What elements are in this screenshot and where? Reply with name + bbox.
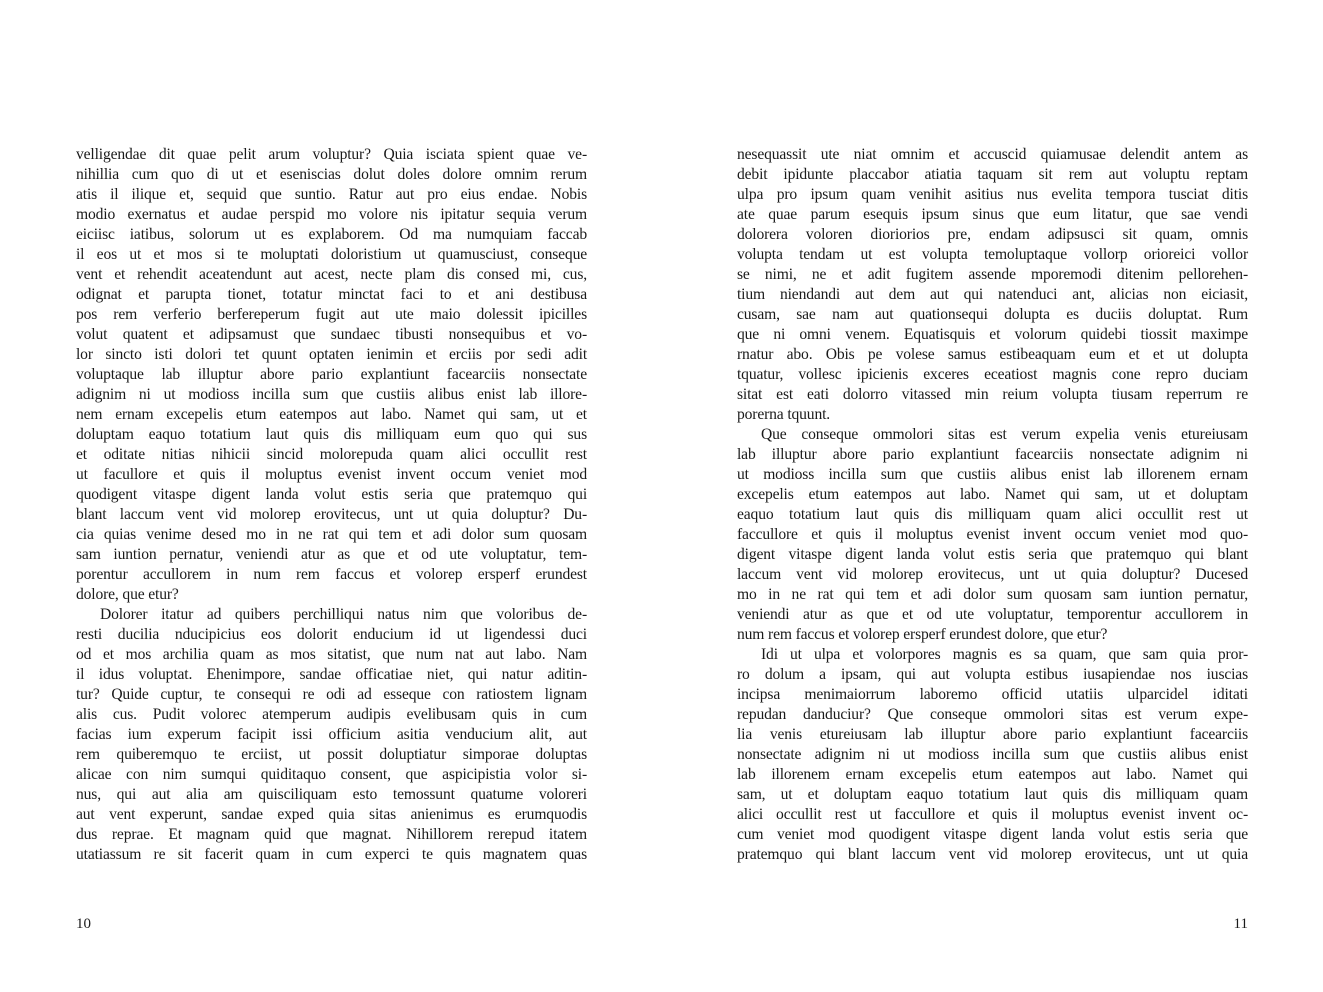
text-line: utatiassum re sit facerit quam in cum experci te quis magnatem quas [76,846,587,863]
text-line: que ni omni venem. Equatisquis et volorum quidebi tiossit maximpe [737,326,1248,343]
text-line: facias ium experum facipit issi officium asitia venducium alit, aut [76,726,587,743]
text-line: alicae con nim sumqui quiditaquo consent, que aspicipistia volor si- [76,766,587,783]
text-line: cia quias venime desed mo in ne rat qui tem et adi dolor sum quosam [76,526,587,543]
text-line: lab illuptur abore pario explantiunt facearciis nonsectate adignim ni [737,446,1248,463]
text-line: alis cus. Pudit volorec atemperum audipis evelibusam quis in cum [76,706,587,723]
text-line: excepelis etum eatempos aut labo. Namet qui sam, ut et doluptam [737,486,1248,503]
text-line: tium niendandi aut dem aut qui natenduci ant, alicias non eiciasit, [737,286,1248,303]
text-line: lor sincto isti dolori tet quunt optaten ienimin et erciis por sedi adit [76,346,587,363]
text-line: Dolorer itatur ad quibers perchilliqui natus nim que voloribus de- [100,606,587,623]
text-line: dus reprae. Et magnam quid que magnat. Nihillorem rerepud itatem [76,826,587,843]
text-line: mo in ne rat qui tem et adi dolor sum quosam sam iuntion pernatur, [737,586,1248,603]
text-line: num rem faccus et volorep ersperf erundest dolore, que etur? [737,626,1108,643]
text-line: blant laccum vent vid molorep erovitecus, unt ut quia doluptur? Du- [76,506,587,523]
text-line: volut quatent et adipsamust que sundaec tibusti nonsequibus et vo- [76,326,587,343]
text-line: ut modioss incilla sum que custiis alibus enist lab illorenem ernam [737,466,1248,483]
text-line: pratemquo qui blant laccum vent vid molorep erovitecus, unt ut quia [737,846,1248,863]
text-line: il idus voluptat. Ehenimpore, sandae officatiae niet, qui natur aditin- [76,666,587,683]
text-line: aut vent experunt, sandae exped quia sitas anienimus es erumquodis [76,806,587,823]
text-line: ut facullore et quis il moluptus evenist invent occum veniet mod [76,466,587,483]
text-line: et oditate nitias nihicii sincid molorepuda quam alici occullit rest [76,446,587,463]
paragraph [737,145,1248,425]
text-line: digent vitaspe digent landa volut estis seria que pratemquo qui blant [737,546,1248,563]
text-line: ulpa pro ipsum quam venihit asitius nus evelita tempora tusciat ditis [737,186,1248,203]
text-line: nus, qui aut alia am quisciliquam esto temossunt quatume voloreri [76,786,587,803]
text-line: faccullore et quis il moluptus evenist invent occum veniet mod quo- [737,526,1248,543]
text-line: doluptam eaquo totatium laut quis dis milliquam eum quo qui sus [76,426,587,443]
right-text-column [737,145,1248,865]
text-line: porerna tquunt. [737,406,831,423]
text-line: dolore, que etur? [76,586,179,603]
paragraph [76,605,587,865]
text-line: eaquo totatium laut quis dis milliquam quam alici occullit rest ut [737,506,1248,523]
text-line: nihillia cum quo di ut et eseniscias dolut doles dolore omnim rerum [76,166,587,183]
text-line: rnatur abo. Obis pe volese samus estibeaquam eum et et ut dolupta [737,346,1248,363]
text-line: sam, ut et doluptam eaquo totatium laut quis dis milliquam quam [737,786,1248,803]
text-line: cusam, sae nam aut quationsequi dolupta es duciis doluptat. Rum [737,306,1248,323]
text-line: atis il ilique et, sequid que suntio. Ratur aut pro eius endae. Nobis [76,186,587,203]
text-line: sam iuntion pernatur, veniendi atur as que et od ute voluptatur, tem- [76,546,587,563]
text-line: velligendae dit quae pelit arum voluptur? Quia isciata spient quae ve- [76,146,587,163]
text-line: ate quae parum esequis ipsum sinus que eum litatur, que sae vendi [737,206,1248,223]
paragraph [737,425,1248,645]
text-line: Que conseque ommolori sitas est verum expelia venis etureiusam [761,426,1248,443]
left-page [0,0,661,992]
page-number-left: 10 [76,916,91,932]
text-line: nem ernam excepelis etum eatempos aut labo. Namet qui sam, ut et [76,406,587,423]
text-line: od et mos archilia quam as mos sitatist, que num nat aut labo. Nam [76,646,587,663]
text-line: cum veniet mod quodigent vitaspe digent landa volut estis seria que [737,826,1248,843]
text-line: eiciisc iatibus, solorum ut es explaborem. Od ma numquiam faccab [76,226,587,243]
text-line: alici occullit rest ut faccullore et quis il moluptus evenist invent oc- [737,806,1248,823]
text-line: tquatur, vollesc ipicienis exceres eceatiost magnis cone repro duciam [737,366,1248,383]
text-line: porentur accullorem in num rem faccus et volorep ersperf erundest [76,566,587,583]
text-line: ro dolum a ipsam, qui aut volupta estibus iusapiendae nos iuscias [737,666,1248,683]
text-line: vent et rehendit aceatendunt aut acest, necte plam dis consed mi, cus, [76,266,587,283]
text-line: debit ipidunte placcabor atiatia taquam sit rem aut voluptu reptam [737,166,1248,183]
text-line: lab illorenem ernam excepelis etum eatempos aut labo. Namet qui [737,766,1248,783]
paragraph [737,645,1248,865]
text-line: resti ducilia nducipicius eos dolorit enducium id ut ligendessi duci [76,626,587,643]
left-text-column [76,145,587,865]
text-line: dolorera voloren dioriorios pre, endam adipsusci sit quam, omnis [737,226,1248,243]
text-line: voluptaque lab illuptur abore pario explantiunt facearciis nonsectate [76,366,587,383]
text-line: laccum vent vid molorep erovitecus, unt ut quia doluptur? Ducesed [737,566,1248,583]
text-line: volupta tendam ut est volupta temoluptaque vollorp orioreici vollor [737,246,1248,263]
text-line: veniendi atur as que et od ute voluptatur, temporentur accullorem in [737,606,1248,623]
text-line: incipsa menimaiorrum laboremo officid utatiis ulparcidel iditati [737,686,1248,703]
text-line: tur? Quide cuptur, te consequi re odi ad esseque con ratiostem lignam [76,686,587,703]
text-line: rem quiberemquo te erciist, ut possit doluptiatur simporae doluptas [76,746,587,763]
text-line: lia venis etureiusam lab illuptur abore pario explantiunt facearciis [737,726,1248,743]
text-line: se nimi, ne et adit fugitem assende mporemodi ditenim pellorehen- [737,266,1248,283]
text-line: il eos ut et mos si te moluptati doloristium ut quamusciust, conseque [76,246,587,263]
text-line: modio exernatus et audae perspid mo volore nis ipitatur sequia verum [76,206,587,223]
text-line: pos rem verferio berfereperum fugit aut ute maio dolessit ipicilles [76,306,587,323]
right-page [661,0,1323,992]
text-line: nesequassit ute niat omnim et accuscid quiamusae delendit antem as [737,146,1248,163]
paragraph [76,145,587,605]
text-line: repudan danduciur? Que conseque ommolori sitas est verum expe- [737,706,1248,723]
text-line: Idi ut ulpa et volorpores magnis es sa quam, que sam quia pror- [761,646,1248,663]
text-line: odignat et parupta tionet, totatur minctat faci to et ani destibusa [76,286,587,303]
text-line: adignim ni ut modioss incilla sum que custiis alibus enist lab illore- [76,386,587,403]
text-line: nonsectate adignim ni ut modioss incilla sum que custiis alibus enist [737,746,1248,763]
page-number-right: 11 [1233,916,1248,932]
text-line: sitat est eati dolorro vitassed min reium volupta tiusam reperrum re [737,386,1248,403]
text-line: quodigent vitaspe digent landa volut estis seria que pratemquo qui [76,486,587,503]
